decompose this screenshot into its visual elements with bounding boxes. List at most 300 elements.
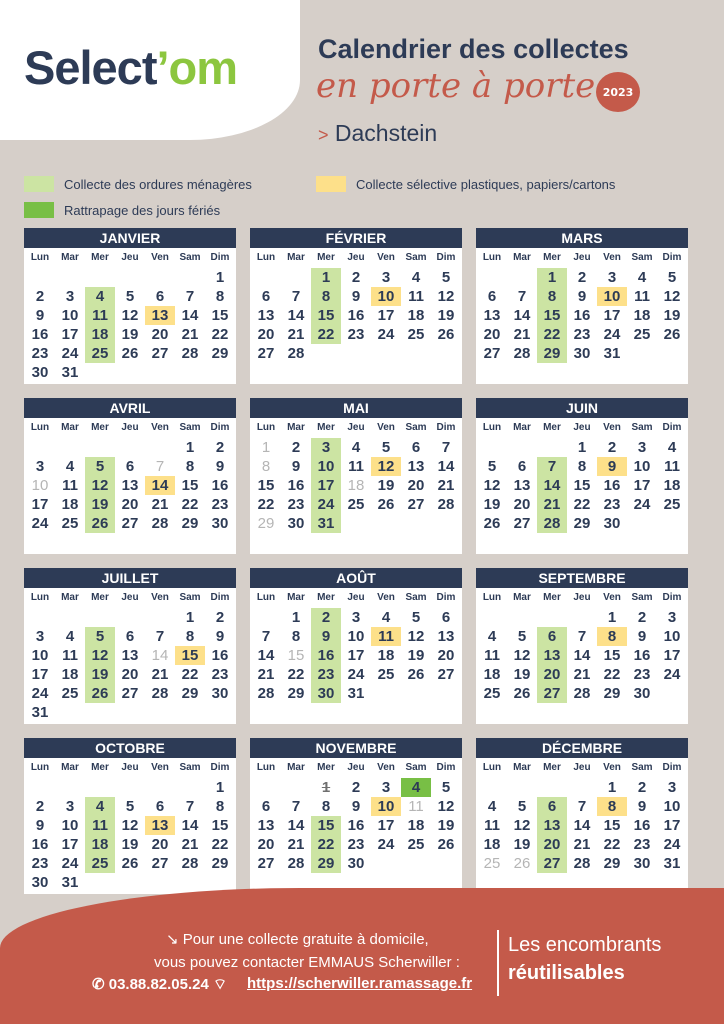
weekday-label: Mar xyxy=(513,422,531,433)
calendar-day: 22 xyxy=(181,496,199,513)
calendar-day: 3 xyxy=(311,438,341,457)
calendar-day: 5 xyxy=(667,269,677,286)
calendar-day: 28 xyxy=(573,685,591,702)
calendar-day: 3 xyxy=(65,288,75,305)
calendar-day: 21 xyxy=(287,836,305,853)
calendar-day: 26 xyxy=(85,514,115,533)
month-calendar xyxy=(476,738,688,894)
calendar-day: 7 xyxy=(537,457,567,476)
weekday-label: Jeu xyxy=(121,252,139,263)
weekday-label: Dim xyxy=(662,252,682,263)
month-calendar xyxy=(24,738,236,894)
weekday-label: Sam xyxy=(179,762,201,773)
weekday-label: Sam xyxy=(405,252,427,263)
calendar-day: 10 xyxy=(61,307,79,324)
empty-cell xyxy=(251,268,281,287)
calendar-day: 11 xyxy=(85,816,115,835)
weekday-label: Sam xyxy=(179,252,201,263)
calendar-day: 30 xyxy=(633,685,651,702)
calendar-day: 28 xyxy=(573,855,591,872)
calendar-day: 8 xyxy=(597,627,627,646)
calendar-day: 28 xyxy=(151,685,169,702)
weekday-label: Mar xyxy=(61,762,79,773)
calendar-day: 23 xyxy=(287,496,305,513)
calendar-day: 7 xyxy=(517,288,527,305)
calendar-day: 27 xyxy=(437,666,455,683)
calendar-day: 14 xyxy=(287,307,305,324)
calendar-day: 9 xyxy=(215,458,225,475)
calendar-day: 22 xyxy=(603,836,621,853)
calendar-day: 1 xyxy=(321,779,331,796)
month-days-grid xyxy=(24,588,236,722)
weekday-label: Sam xyxy=(631,252,653,263)
calendar-day: 4 xyxy=(351,439,361,456)
calendar-day: 21 xyxy=(151,496,169,513)
calendar-day: 31 xyxy=(31,704,49,721)
calendar-day: 25 xyxy=(633,326,651,343)
calendar-day: 16 xyxy=(603,477,621,494)
calendar-day: 6 xyxy=(155,798,165,815)
weekday-label: Ven xyxy=(151,592,169,603)
calendar-day: 20 xyxy=(437,647,455,664)
calendar-day: 20 xyxy=(257,836,275,853)
calendar-day: 24 xyxy=(61,345,79,362)
month-days-grid xyxy=(24,248,236,382)
calendar-day: 30 xyxy=(31,874,49,891)
calendar-day: 21 xyxy=(537,495,567,514)
calendar-day: 12 xyxy=(121,817,139,834)
calendar-day: 21 xyxy=(287,326,305,343)
calendar-day: 29 xyxy=(311,854,341,873)
weekday-label: Mar xyxy=(287,592,305,603)
calendar-day: 30 xyxy=(287,515,305,532)
empty-cell xyxy=(145,608,175,627)
weekday-label: Sam xyxy=(405,592,427,603)
calendar-day: 25 xyxy=(61,515,79,532)
weekday-label: Dim xyxy=(436,252,456,263)
calendar-day: 4 xyxy=(411,269,421,286)
weekday-label: Mer xyxy=(317,592,335,603)
calendar-day: 15 xyxy=(211,817,229,834)
calendar-day: 24 xyxy=(603,326,621,343)
dark-green-swatch xyxy=(24,202,54,218)
calendar-day: 17 xyxy=(663,817,681,834)
calendar-day: 11 xyxy=(484,817,500,834)
calendar-day: 18 xyxy=(377,647,395,664)
calendar-day: 1 xyxy=(577,439,587,456)
calendar-day: 28 xyxy=(437,496,455,513)
light-green-swatch xyxy=(24,176,54,192)
calendar-day: 23 xyxy=(311,665,341,684)
calendar-day: 8 xyxy=(215,798,225,815)
calendar-day: 30 xyxy=(347,855,365,872)
calendar-day: 11 xyxy=(371,627,401,646)
calendar-day: 23 xyxy=(211,666,229,683)
weekday-label: Mar xyxy=(61,252,79,263)
calendar-day: 7 xyxy=(155,628,165,645)
calendar-day: 7 xyxy=(185,288,195,305)
weekday-label: Ven xyxy=(603,592,621,603)
calendar-day: 25 xyxy=(377,666,395,683)
calendar-day: 5 xyxy=(125,288,135,305)
month-days-grid xyxy=(476,248,688,363)
weekday-label: Sam xyxy=(631,422,653,433)
calendar-day: 31 xyxy=(311,514,341,533)
calendar-day: 10 xyxy=(371,287,401,306)
calendar-day: 12 xyxy=(663,288,681,305)
calendar-day: 19 xyxy=(513,666,531,683)
weekday-label: Lun xyxy=(256,252,276,263)
calendar-day: 30 xyxy=(633,855,651,872)
calendar-day: 29 xyxy=(287,685,305,702)
calendar-day: 30 xyxy=(211,685,229,702)
logo: Select’om xyxy=(24,41,238,94)
empty-cell xyxy=(55,778,85,797)
weekday-label: Jeu xyxy=(347,422,365,433)
calendar-day: 5 xyxy=(85,627,115,646)
calendar-day: 15 xyxy=(175,646,205,665)
calendar-day: 13 xyxy=(121,477,139,494)
month-calendar xyxy=(250,228,462,384)
calendar-day: 22 xyxy=(287,666,305,683)
calendar-day: 13 xyxy=(145,816,175,835)
calendar-day: 2 xyxy=(311,608,341,627)
calendar-day: 17 xyxy=(31,496,49,513)
calendar-day: 2 xyxy=(35,288,45,305)
calendar-day: 24 xyxy=(347,666,365,683)
year-badge: 2023 xyxy=(596,72,640,112)
weekday-label: Mer xyxy=(91,252,109,263)
calendar-day: 6 xyxy=(537,627,567,646)
calendar-day: 22 xyxy=(211,326,229,343)
calendar-day: 22 xyxy=(603,666,621,683)
weekday-label: Dim xyxy=(436,422,456,433)
calendar-day: 14 xyxy=(181,817,199,834)
calendar-day: 25 xyxy=(85,854,115,873)
calendar-day: 17 xyxy=(347,647,365,664)
calendar-day: 15 xyxy=(311,306,341,325)
calendar-day: 26 xyxy=(513,685,531,702)
calendar-day: 17 xyxy=(61,326,79,343)
calendar-day: 13 xyxy=(437,628,455,645)
month-title: DÉCEMBRE xyxy=(476,738,688,758)
calendar-day: 13 xyxy=(407,458,425,475)
empty-cell xyxy=(25,608,55,627)
calendar-day: 6 xyxy=(411,439,421,456)
encombrants-line-1: Les encombrants xyxy=(508,934,662,956)
month-calendar xyxy=(24,228,236,384)
calendar-day: 28 xyxy=(537,514,567,533)
calendar-day: 17 xyxy=(603,307,621,324)
calendar-day: 17 xyxy=(633,477,651,494)
weekday-label: Mar xyxy=(287,762,305,773)
calendar-day: 10 xyxy=(633,458,651,475)
weekday-label: Sam xyxy=(405,422,427,433)
month-days-grid xyxy=(476,418,688,533)
page-title: Calendrier des collectes xyxy=(318,34,629,64)
calendar-day: 29 xyxy=(573,515,591,532)
calendar-day: 15 xyxy=(573,477,591,494)
calendar-day: 2 xyxy=(291,439,301,456)
calendar-day: 4 xyxy=(637,269,647,286)
calendar-day: 31 xyxy=(61,364,79,381)
calendar-day: 1 xyxy=(607,609,617,626)
calendar-day: 15 xyxy=(603,817,621,834)
calendar-day: 9 xyxy=(35,817,45,834)
weekday-label: Mar xyxy=(287,422,305,433)
calendar-day: 17 xyxy=(663,647,681,664)
calendar-day: 2 xyxy=(607,439,617,456)
calendar-day: 9 xyxy=(215,628,225,645)
calendar-day: 4 xyxy=(65,458,75,475)
empty-cell xyxy=(55,608,85,627)
calendar-day: 24 xyxy=(31,515,49,532)
page-subtitle: en porte à porte xyxy=(316,66,596,106)
calendar-day: 27 xyxy=(257,345,275,362)
calendar-day: 17 xyxy=(61,836,79,853)
calendar-day: 4 xyxy=(85,797,115,816)
calendar-day: 16 xyxy=(31,836,49,853)
calendar-day: 3 xyxy=(65,798,75,815)
calendar-day: 2 xyxy=(351,269,361,286)
calendar-day: 2 xyxy=(637,779,647,796)
empty-cell xyxy=(251,778,281,797)
month-days-grid xyxy=(24,758,236,892)
weekday-label: Lun xyxy=(482,592,502,603)
calendar-day: 5 xyxy=(85,457,115,476)
empty-cell xyxy=(25,438,55,457)
month-title: FÉVRIER xyxy=(250,228,462,248)
calendar-day: 4 xyxy=(487,628,497,645)
calendar-day: 6 xyxy=(537,797,567,816)
empty-cell xyxy=(115,778,145,797)
calendar-day: 30 xyxy=(603,515,621,532)
calendar-day: 15 xyxy=(257,477,275,494)
calendar-day: 11 xyxy=(484,647,500,664)
calendar-day: 7 xyxy=(261,628,271,645)
calendar-day: 13 xyxy=(145,306,175,325)
calendar-day: 20 xyxy=(537,835,567,854)
weekday-label: Jeu xyxy=(347,252,365,263)
calendar-day: 14 xyxy=(151,647,169,664)
weekday-label: Lun xyxy=(256,422,276,433)
empty-cell xyxy=(115,608,145,627)
footer-url-link[interactable]: https://scherwiller.ramassage.fr xyxy=(247,975,473,992)
calendar-day: 8 xyxy=(537,287,567,306)
calendar-day: 20 xyxy=(151,326,169,343)
calendar-day: 20 xyxy=(483,326,501,343)
weekday-label: Jeu xyxy=(573,592,591,603)
calendar-day: 27 xyxy=(257,855,275,872)
calendar-day: 9 xyxy=(351,288,361,305)
calendar-day: 9 xyxy=(35,307,45,324)
calendar-day: 24 xyxy=(633,496,651,513)
calendar-day: 20 xyxy=(537,665,567,684)
weekday-label: Mar xyxy=(287,252,305,263)
calendar-day: 26 xyxy=(437,836,455,853)
calendar-day: 16 xyxy=(633,817,651,834)
calendar-day: 31 xyxy=(347,685,365,702)
calendar-day: 5 xyxy=(411,609,421,626)
calendar-day: 23 xyxy=(573,326,591,343)
empty-cell xyxy=(477,778,507,797)
calendar-day: 14 xyxy=(257,647,275,664)
calendar-day: 11 xyxy=(408,288,424,305)
weekday-label: Mer xyxy=(543,252,561,263)
calendar-day: 15 xyxy=(311,816,341,835)
calendar-day: 10 xyxy=(597,287,627,306)
calendar-day: 11 xyxy=(348,458,364,475)
calendar-day: 21 xyxy=(513,326,531,343)
calendar-day: 8 xyxy=(577,458,587,475)
empty-cell xyxy=(85,438,115,457)
calendar-day: 15 xyxy=(287,647,305,664)
month-calendar xyxy=(250,398,462,554)
calendar-day: 15 xyxy=(181,477,199,494)
calendar-day: 16 xyxy=(287,477,305,494)
calendar-day: 26 xyxy=(85,684,115,703)
calendar-day: 1 xyxy=(537,268,567,287)
calendar-day: 13 xyxy=(257,817,275,834)
calendar-day: 29 xyxy=(603,855,621,872)
calendar-day: 4 xyxy=(667,439,677,456)
calendar-day: 3 xyxy=(607,269,617,286)
calendar-day: 8 xyxy=(291,628,301,645)
calendar-day: 22 xyxy=(537,325,567,344)
calendar-day: 23 xyxy=(633,666,651,683)
empty-cell xyxy=(537,438,567,457)
calendar-day: 19 xyxy=(121,326,139,343)
weekday-label: Mer xyxy=(91,422,109,433)
calendar-day: 12 xyxy=(513,817,531,834)
calendar-day: 6 xyxy=(155,288,165,305)
calendar-day: 24 xyxy=(663,666,681,683)
calendar-day: 5 xyxy=(487,458,497,475)
calendar-day: 4 xyxy=(401,778,431,797)
empty-cell xyxy=(85,608,115,627)
calendar-day: 18 xyxy=(483,836,501,853)
calendar-day: 8 xyxy=(215,288,225,305)
calendar-day: 11 xyxy=(62,477,78,494)
calendar-day: 4 xyxy=(381,609,391,626)
calendar-day: 10 xyxy=(31,647,49,664)
calendar-day: 6 xyxy=(487,288,497,305)
weekday-label: Mer xyxy=(91,762,109,773)
calendar-day: 10 xyxy=(663,798,681,815)
weekday-label: Lun xyxy=(482,762,502,773)
footer-phone[interactable]: ✆ 03.88.82.05.24 ⌔ xyxy=(92,976,228,993)
month-days-grid xyxy=(250,418,462,533)
calendar-day: 18 xyxy=(347,477,365,494)
yellow-swatch xyxy=(316,176,346,192)
calendar-day: 9 xyxy=(351,798,361,815)
calendar-day: 12 xyxy=(437,288,455,305)
calendar-day: 16 xyxy=(573,307,591,324)
empty-cell xyxy=(567,778,597,797)
calendar-day: 8 xyxy=(185,458,195,475)
calendar-day: 2 xyxy=(577,269,587,286)
calendar-day: 26 xyxy=(407,666,425,683)
calendar-day: 25 xyxy=(483,685,501,702)
calendar-day: 28 xyxy=(287,345,305,362)
weekday-label: Mar xyxy=(61,422,79,433)
weekday-label: Mer xyxy=(317,252,335,263)
calendar-day: 25 xyxy=(407,836,425,853)
calendar-day: 13 xyxy=(537,646,567,665)
empty-cell xyxy=(477,608,507,627)
calendar-day: 16 xyxy=(211,477,229,494)
footer-line-2: vous pouvez contacter EMMAUS Scherwiller : xyxy=(154,954,460,971)
calendar-day: 15 xyxy=(603,647,621,664)
legend-ordures: Collecte des ordures ménagères xyxy=(24,176,252,192)
footer-divider xyxy=(497,930,499,996)
calendar-day: 1 xyxy=(291,609,301,626)
weekday-label: Sam xyxy=(405,762,427,773)
chevron-right-icon: > xyxy=(318,125,329,145)
calendar-day: 22 xyxy=(311,325,341,344)
calendar-day: 30 xyxy=(311,684,341,703)
calendar-day: 9 xyxy=(637,798,647,815)
weekday-label: Ven xyxy=(151,762,169,773)
empty-cell xyxy=(85,268,115,287)
calendar-day: 9 xyxy=(291,458,301,475)
month-calendar xyxy=(250,568,462,724)
calendar-day: 2 xyxy=(35,798,45,815)
calendar-day: 13 xyxy=(483,307,501,324)
calendar-day: 27 xyxy=(537,854,567,873)
calendar-day: 25 xyxy=(85,344,115,363)
calendar-day: 14 xyxy=(513,307,531,324)
calendar-day: 3 xyxy=(381,269,391,286)
empty-cell xyxy=(25,268,55,287)
weekday-label: Sam xyxy=(179,592,201,603)
weekday-label: Ven xyxy=(377,592,395,603)
calendar-day: 7 xyxy=(291,288,301,305)
month-title: AOÛT xyxy=(250,568,462,588)
calendar-day: 17 xyxy=(377,817,395,834)
calendar-day: 23 xyxy=(347,836,365,853)
calendar-day: 3 xyxy=(637,439,647,456)
empty-cell xyxy=(507,438,537,457)
calendar-day: 19 xyxy=(377,477,395,494)
empty-cell xyxy=(281,268,311,287)
calendar-day: 11 xyxy=(634,288,650,305)
calendar-day: 23 xyxy=(31,345,49,362)
weekday-label: Dim xyxy=(662,422,682,433)
calendar-day: 5 xyxy=(517,798,527,815)
calendar-day: 10 xyxy=(31,477,49,494)
calendar-day: 2 xyxy=(215,439,225,456)
calendar-day: 12 xyxy=(371,457,401,476)
weekday-label: Dim xyxy=(436,592,456,603)
month-title: JUILLET xyxy=(24,568,236,588)
calendar-day: 18 xyxy=(407,817,425,834)
calendar-day: 19 xyxy=(407,647,425,664)
empty-cell xyxy=(507,268,537,287)
calendar-day: 5 xyxy=(125,798,135,815)
empty-cell xyxy=(507,778,537,797)
calendar-day: 27 xyxy=(513,515,531,532)
calendar-day: 26 xyxy=(513,855,531,872)
calendar-day: 27 xyxy=(407,496,425,513)
weekday-label: Dim xyxy=(210,252,230,263)
calendar-day: 21 xyxy=(573,666,591,683)
calendar-day: 12 xyxy=(407,628,425,645)
calendar-day: 22 xyxy=(257,496,275,513)
calendar-day: 11 xyxy=(408,798,424,815)
empty-cell xyxy=(145,268,175,287)
empty-cell xyxy=(477,438,507,457)
